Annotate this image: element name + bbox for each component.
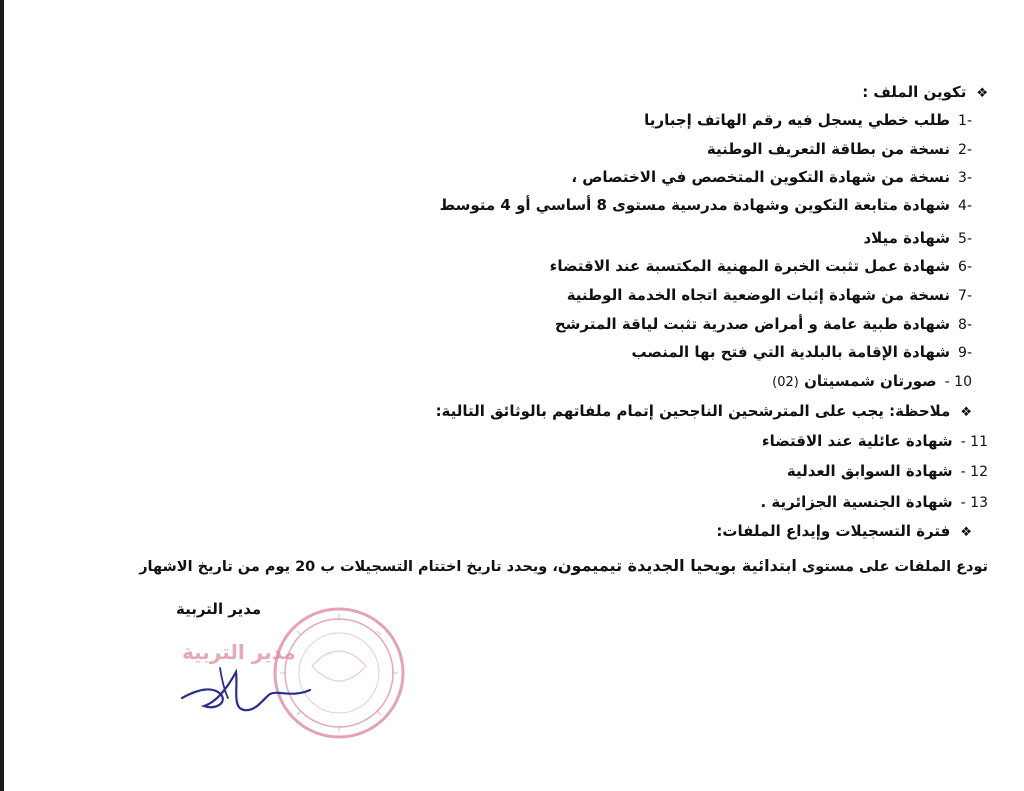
deposit-sentence: تودع الملفات على مستوى ابتدائية بويحيا الجديدة تيميمون، ويحدد تاريخ اختتام التسجيلات ب 20 يوم من تاريخ الاشهار xyxy=(139,556,988,575)
diamond-bullet-icon: ❖ xyxy=(960,525,972,540)
diamond-bullet-icon: ❖ xyxy=(960,405,972,420)
list-item: -8شهادة طبية عامة و أمراض صدرية تثبت لياقة المترشح xyxy=(554,315,972,333)
registration-period-heading: ❖فترة التسجيلات وإيداع الملفات: xyxy=(716,521,972,543)
heading-text: تكوين الملف : xyxy=(862,83,967,101)
list-item: 12 -شهادة السوابق العدلية xyxy=(786,462,988,480)
signature-title: مدير التربية xyxy=(176,600,262,618)
diamond-bullet-icon: ❖ xyxy=(976,86,988,101)
list-item: 10 -صورتان شمسيتان (02) xyxy=(772,372,972,390)
list-item: -4شهادة متابعة التكوين وشهادة مدرسية مستوى 8 أساسي أو 4 متوسط xyxy=(439,196,972,214)
list-item: -6شهادة عمل تثبت الخبرة المهنية المكتسبة عند الاقتضاء xyxy=(549,257,972,275)
handwritten-signature xyxy=(160,628,330,738)
list-item: -9شهادة الإقامة بالبلدية التي فتح بها المنصب xyxy=(631,343,972,361)
list-item: -1طلب خطي يسجل فيه رقم الهاتف إجباريا xyxy=(644,111,972,129)
scan-left-edge xyxy=(0,0,4,791)
list-item: -7نسخة من شهادة إثبات الوضعية اتجاه الخدمة الوطنية xyxy=(566,286,972,304)
list-item: 13 -شهادة الجنسية الجزائرية . xyxy=(760,493,988,511)
list-item: -2نسخة من بطاقة التعريف الوطنية xyxy=(706,140,972,158)
list-item: -5شهادة ميلاد xyxy=(863,229,972,247)
file-composition-heading xyxy=(862,82,988,104)
note-heading: ❖ملاحظة: يجب على المترشحين الناجحين إتمام ملفاتهم بالوثائق التالية: xyxy=(436,401,972,423)
stamp-text: مدير التربية xyxy=(182,640,296,664)
school-name: ابتدائية بويحيا الجديدة تيميمون xyxy=(557,556,797,575)
list-item: 11 -شهادة عائلية عند الاقتضاء xyxy=(761,432,988,450)
list-item: -3نسخة من شهادة التكوين المتخصص في الاختصاص ، xyxy=(571,168,972,186)
